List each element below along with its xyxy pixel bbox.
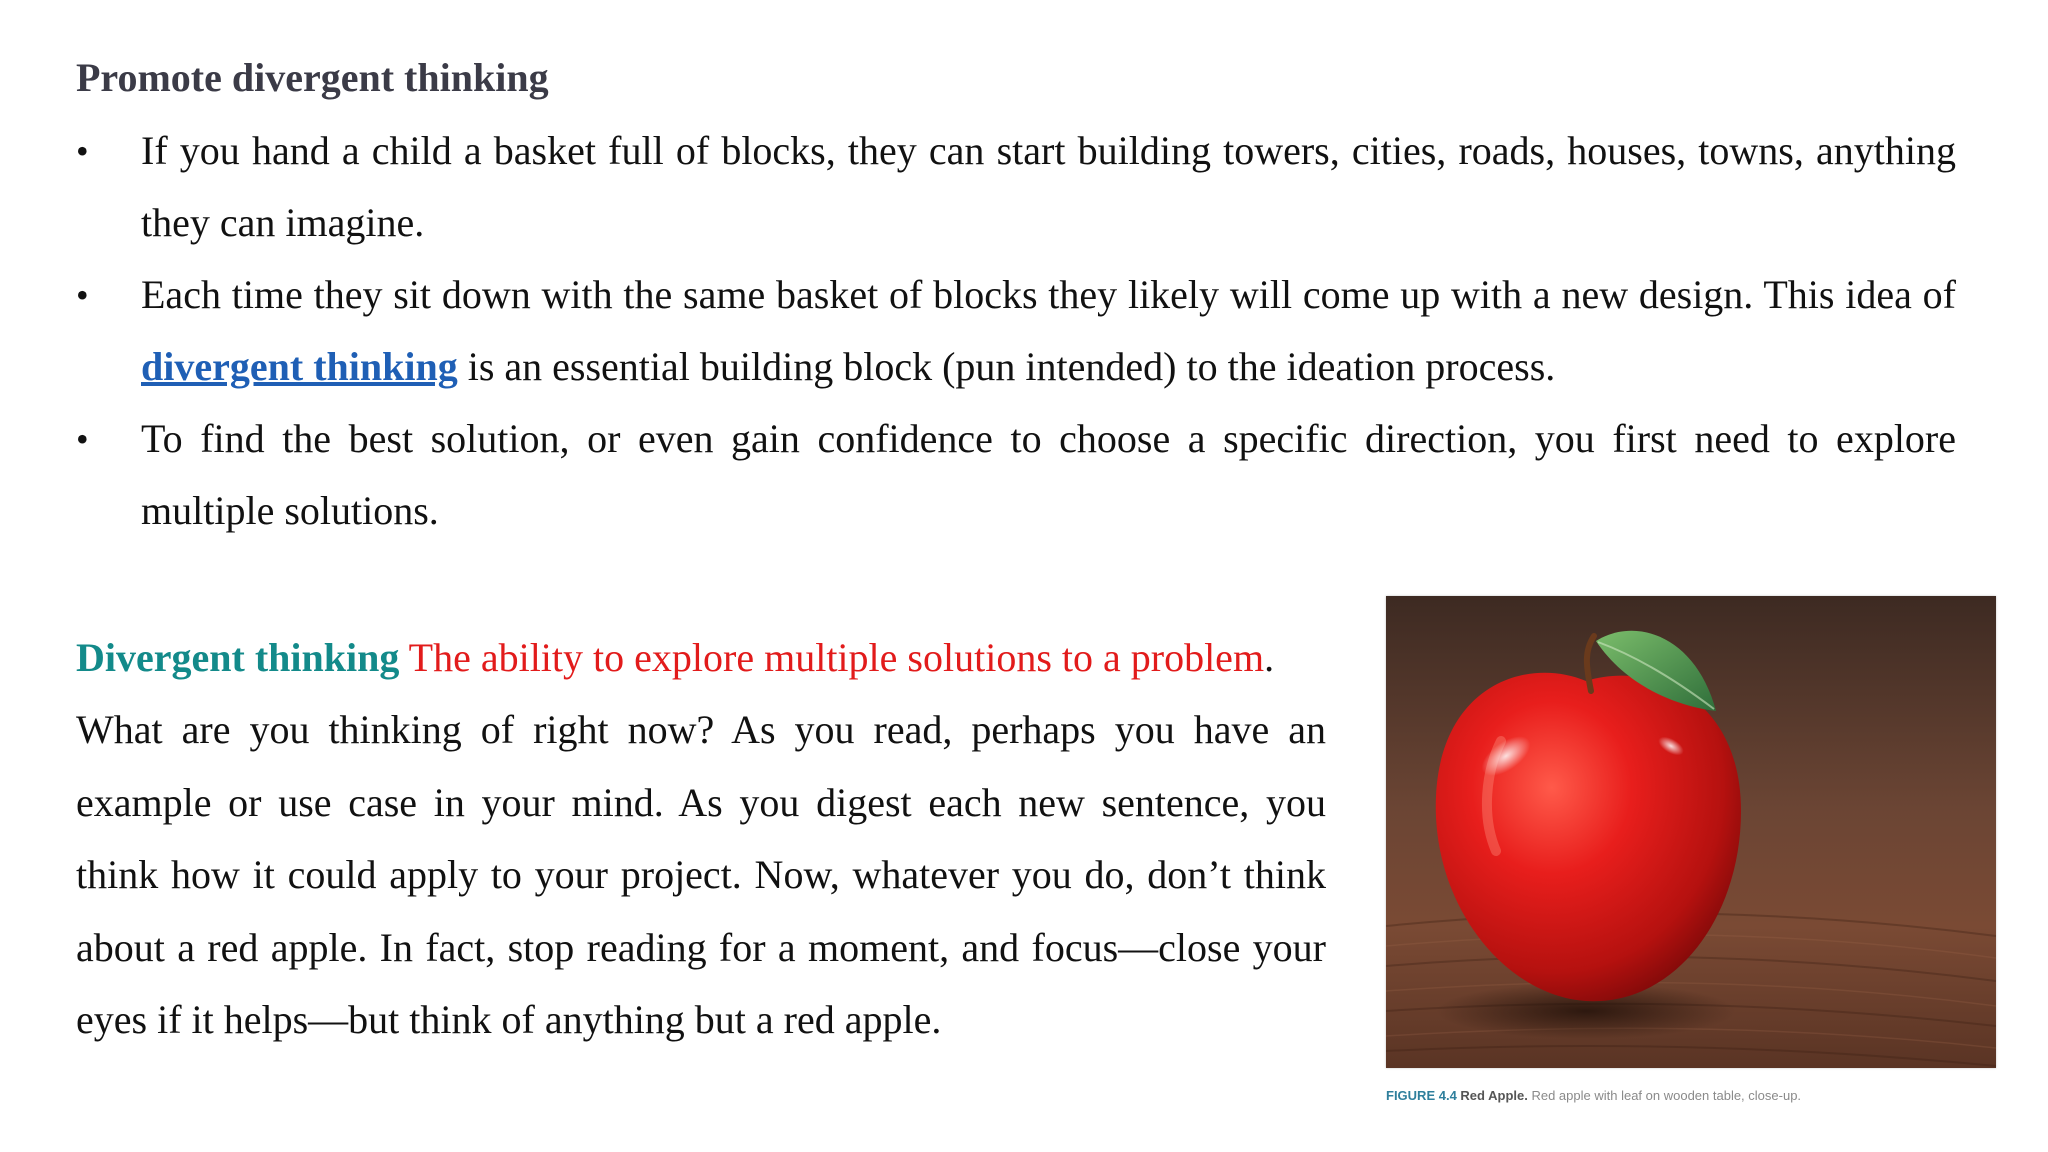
body-paragraph: What are you thinking of right now? As you read, perhaps you have an example or use case in your mind. As you digest each new sentence, you think how it could apply to your project. Now, whatever you do, don’t think about a red apple. In fact, stop reading for a moment, and focus—close your eyes if it helps—but think of anything but a red apple. <box>76 707 1326 1042</box>
apple-illustration <box>1386 596 1996 1068</box>
figure-description: Red apple with leaf on wooden table, close-up. <box>1531 1088 1802 1103</box>
red-apple-image <box>1386 596 1996 1068</box>
figure-title: Red Apple. <box>1460 1088 1528 1103</box>
bullet-marker: • <box>76 275 89 315</box>
definition-term: Divergent thinking <box>76 635 400 680</box>
definition-period: . <box>1264 635 1275 680</box>
bullet-item <box>76 115 1956 259</box>
figure-caption <box>1386 1088 1801 1103</box>
definition-line <box>76 622 1326 694</box>
bullet-item <box>76 259 1956 403</box>
bullet-text: is an essential building block (pun intended) to the ideation process. <box>457 344 1556 389</box>
section-heading: Promote divergent thinking <box>76 55 549 100</box>
bullet-marker: • <box>76 419 89 459</box>
bullet-marker: • <box>76 131 89 171</box>
figure-label: FIGURE 4.4 <box>1386 1088 1457 1103</box>
divergent-thinking-link[interactable]: divergent thinking <box>141 344 458 389</box>
bullet-item <box>76 403 1956 547</box>
bullet-list <box>76 115 1956 547</box>
definition-text: The ability to explore multiple solutions to a problem <box>408 635 1265 680</box>
bullet-text: If you hand a child a basket full of blocks, they can start building towers, cities, roads, houses, towns, anything they can imagine. <box>141 128 1956 245</box>
bullet-text: Each time they sit down with the same basket of blocks they likely will come up with a new design. This idea of <box>141 272 1956 317</box>
bullet-text: To find the best solution, or even gain confidence to choose a specific direction, you first need to explore multiple solutions. <box>141 416 1956 533</box>
